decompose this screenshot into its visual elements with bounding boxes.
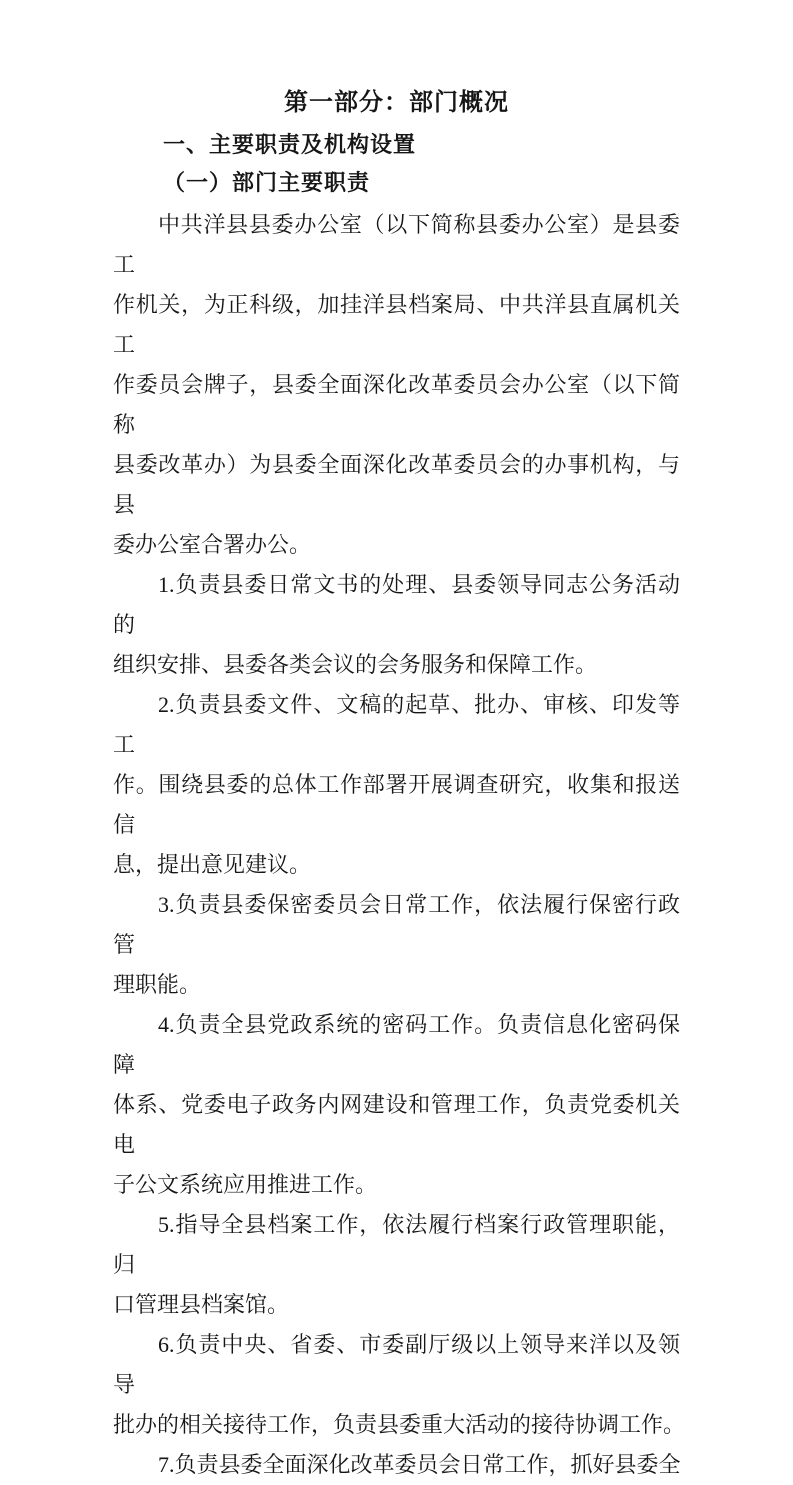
paragraph-5-line-3: 子公文系统应用推进工作。 (113, 1172, 378, 1197)
paragraph-3-line-1: 2.负责县委文件、文稿的起草、批办、审核、印发等工 (113, 692, 680, 757)
paragraph-2-line-1: 1.负责县委日常文书的处理、县委领导同志公务活动的 (113, 572, 680, 637)
paragraph-5-line-2: 体系、党委电子政务内网建设和管理工作，负责党委机关电 (113, 1092, 680, 1157)
paragraph-6-line-1: 5.指导全县档案工作，依法履行档案行政管理职能，归 (113, 1212, 680, 1277)
paragraph-1-line-3: 作委员会牌子，县委全面深化改革委员会办公室（以下简称 (113, 372, 680, 437)
paragraph-3-line-3: 息，提出意见建议。 (113, 852, 312, 877)
paragraph-1-line-1: 中共洋县县委办公室（以下简称县委办公室）是县委工 (113, 212, 680, 277)
paragraph-2-line-2: 组织安排、县委各类会议的会务服务和保障工作。 (113, 652, 598, 677)
paragraph-7-line-1: 6.负责中央、省委、市委副厅级以上领导来洋以及领导 (113, 1332, 680, 1397)
paragraph-4-line-2: 理职能。 (113, 972, 202, 997)
section-heading: 一、主要职责及机构设置 (163, 132, 417, 157)
body-text (113, 205, 686, 1485)
paragraph-1-line-2: 作机关，为正科级，加挂洋县档案局、中共洋县直属机关工 (113, 292, 680, 357)
document-content (113, 0, 686, 1485)
paragraph-3-line-2: 作。围绕县委的总体工作部署开展调查研究，收集和报送信 (113, 772, 680, 837)
document-title: 第一部分：部门概况 (284, 89, 509, 116)
paragraph-6-line-2: 口管理县档案馆。 (113, 1292, 290, 1317)
paragraph-5-line-1: 4.负责全县党政系统的密码工作。负责信息化密码保障 (113, 1012, 680, 1077)
subsection-heading: （一）部门主要职责 (163, 170, 371, 195)
paragraph-8-line-1: 7.负责县委全面深化改革委员会日常工作，抓好县委全 (158, 1452, 681, 1477)
paragraph-1-line-4: 县委改革办）为县委全面深化改革委员会的办事机构，与县 (113, 452, 680, 517)
paragraph-7-line-2: 批办的相关接待工作，负责县委重大活动的接待协调工作。 (113, 1412, 686, 1437)
paragraph-1-line-5: 委办公室合署办公。 (113, 532, 312, 557)
paragraph-4-line-1: 3.负责县委保密委员会日常工作，依法履行保密行政管 (113, 892, 680, 957)
